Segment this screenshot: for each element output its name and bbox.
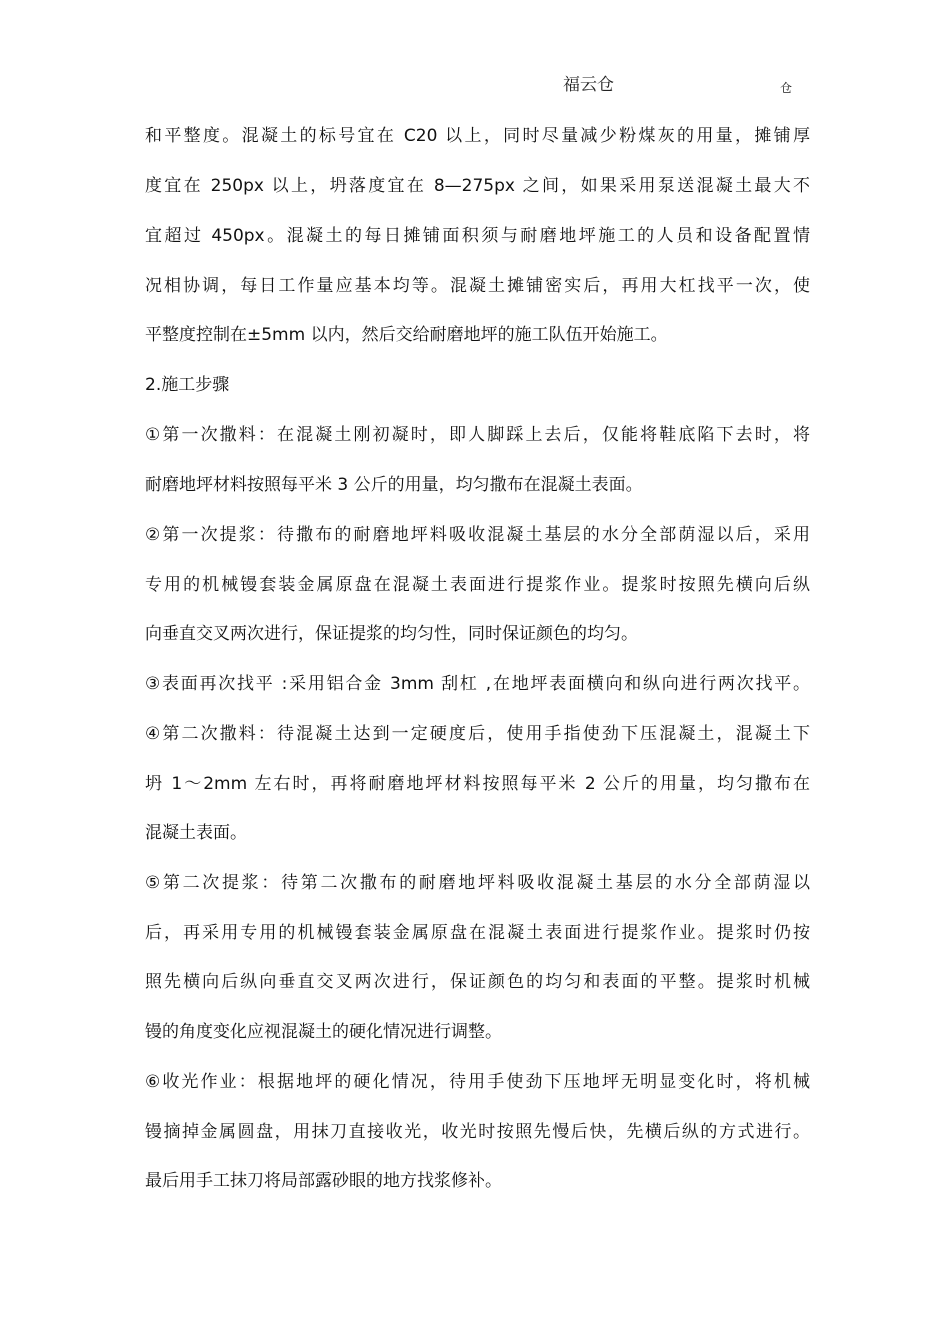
text-line: 镘摘掉金属圆盘，用抹刀直接收光，收光时按照先慢后快，先横后纵的方式进行。: [145, 1122, 810, 1142]
text-line: 坍 1～2mm 左右时，再将耐磨地坪材料按照每平米 2 公斤的用量，均匀撒布在: [145, 774, 810, 794]
text-line: ⑥收光作业：根据地坪的硬化情况，待用手使劲下压地坪无明显变化时，将机械: [145, 1072, 810, 1092]
text-line: ③表面再次找平 :采用铝合金 3mm 刮杠 ,在地坪表面横向和纵向进行两次找平。: [145, 674, 810, 694]
text-line: 照先横向后纵向垂直交叉两次进行，保证颜色的均匀和表面的平整。提浆时机械: [145, 972, 810, 992]
text-line: 度宜在 250px 以上，坍落度宜在 8—275px 之间，如果采用泵送混凝土最大不: [145, 176, 810, 196]
text-line: ②第一次提浆：待撒布的耐磨地坪料吸收混凝土基层的水分全部荫湿以后，采用: [145, 525, 810, 545]
text-line: 专用的机械镘套装金属原盘在混凝土表面进行提浆作业。提浆时按照先横向后纵: [145, 575, 810, 595]
text-line: 和平整度。混凝土的标号宜在 C20 以上，同时尽量减少粉煤灰的用量，摊铺厚: [145, 126, 810, 146]
text-line: 镘的角度变化应视混凝土的硬化情况进行调整。: [145, 1022, 502, 1042]
text-line: ⑤第二次提浆：待第二次撒布的耐磨地坪料吸收混凝土基层的水分全部荫湿以: [145, 873, 810, 893]
text-line: 最后用手工抹刀将局部露砂眼的地方找浆修补。: [145, 1171, 502, 1191]
text-line: 混凝土表面。: [145, 823, 247, 843]
text-line: 后，再采用专用的机械镘套装金属原盘在混凝土表面进行提浆作业。提浆时仍按: [145, 923, 810, 943]
page-header-title: 福云仓: [563, 75, 614, 95]
section-heading: 2.施工步骤: [145, 375, 230, 395]
text-line: ④第二次撒料：待混凝土达到一定硬度后，使用手指使劲下压混凝土，混凝土下: [145, 724, 810, 744]
text-line: ①第一次撒料：在混凝土刚初凝时，即人脚踩上去后，仅能将鞋底陷下去时，将: [145, 425, 810, 445]
page-header-mark: 仓: [780, 81, 793, 95]
text-line: 向垂直交叉两次进行，保证提浆的均匀性，同时保证颜色的均匀。: [145, 624, 638, 644]
text-line: 况相协调，每日工作量应基本均等。混凝土摊铺密实后，再用大杠找平一次，使: [145, 276, 810, 296]
text-line: 宜超过 450px。混凝土的每日摊铺面积须与耐磨地坪施工的人员和设备配置情: [145, 226, 810, 246]
text-line: 平整度控制在±5mm 以内，然后交给耐磨地坪的施工队伍开始施工。: [145, 325, 668, 345]
text-line: 耐磨地坪材料按照每平米 3 公斤的用量，均匀撒布在混凝土表面。: [145, 475, 643, 495]
